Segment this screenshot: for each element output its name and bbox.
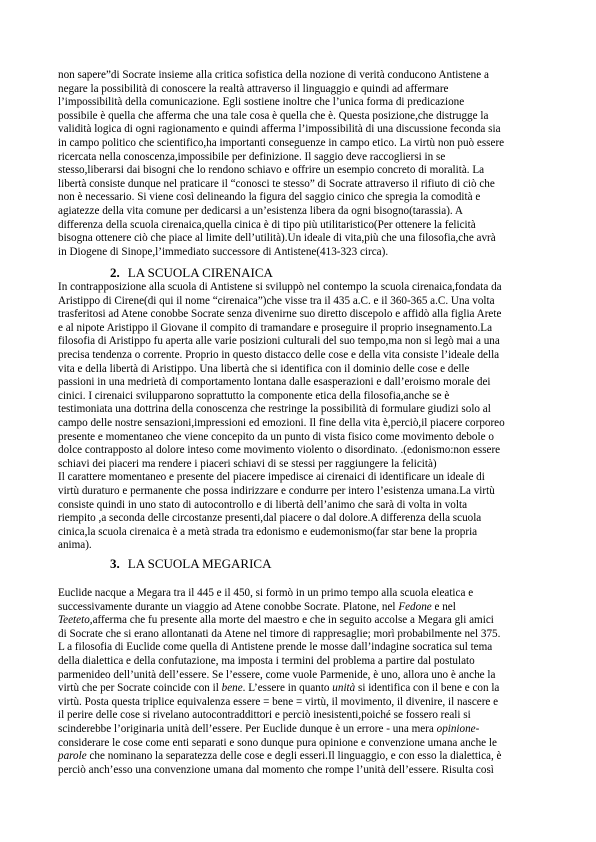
text-line: di Socrate che si erano allontanati da Atene nel timore di rappresaglie; morì probabilmente nel 375.	[58, 627, 501, 640]
text-line: anima).	[58, 539, 92, 552]
text-line: della dialettica e della confutazione, ma imposta i termini del problema a partire dal postulato	[58, 654, 475, 667]
emphasis-opinione: opinione	[436, 722, 476, 735]
text-line: in Diogene di Sinope,l’immediato successore di Antistene(413-323 circa).	[58, 245, 389, 258]
section-heading-cirenaica	[110, 265, 273, 281]
text-line	[58, 723, 544, 737]
text-line: stesso,liberarsi dai bisogni che lo rendono schiavo e offrire un esempio concreto di moralità. La	[58, 164, 485, 177]
text-run: e nel	[431, 600, 456, 613]
text-line: Euclide nacque a Megara tra il 445 e il 450, si formò in un primo tempo alla scuola eleatica e	[58, 587, 474, 599]
text-line: virtù. Posta questa triplice equivalenza essere = bene = virtù, il movimento, il divenire, il nascere e	[58, 695, 499, 708]
text-line: bisogna ottenere ciò che piace al limite dell’utilità).Un ideale di vita,più che una filosofia,che avrà	[58, 232, 496, 245]
work-title-teeteto: Teeteto	[58, 614, 90, 627]
section-number: 3.	[110, 556, 120, 571]
text-line: libertà consiste dunque nel praticare il “conosci te stesso” di Socrate attraverso il rifiuto di ciò che	[58, 177, 495, 190]
paragraph-cirenaica	[58, 281, 544, 553]
text-line: non è necessario. Si viene così delineando la figura del saggio cinico che spregia la comodità e	[58, 191, 481, 204]
text-run: . L’essere in quanto	[242, 682, 333, 695]
emphasis-bene: bene	[221, 682, 243, 695]
text-line: possibile è quella che afferma che una tale cosa è quella che è. Questa posizione,che distrugge la	[58, 109, 489, 122]
text-run: scinderebbe l’originaria unità dell’essere. Per Euclide dunque è un errore - una mera	[58, 722, 437, 735]
emphasis-parole: parole	[58, 750, 87, 763]
text-run: che nominano la separatezza delle cose e degli esseri.Il linguaggio, e con esso la dialettica, è	[86, 750, 502, 763]
text-line: precisa tendenza o corrente. Proprio in questo distacco delle cose e della vita consiste l’ideale della	[58, 348, 500, 361]
text-line: presente e momentaneo che viene concepito da un punto di vista fisico come movimento debole o	[58, 430, 494, 443]
text-run: ,afferma che fu presente alla morte del maestro e che in seguito accolse a Megara gli amici	[89, 614, 494, 627]
text-line: ricercata nella conoscenza,impossibile per definizione. Il saggio deve raccogliersi in se	[58, 150, 446, 163]
section-number: 2.	[110, 265, 120, 280]
paragraph-megarica	[58, 587, 544, 777]
text-line	[58, 682, 544, 696]
text-line: considerare le cose come enti separati e sono dunque pura opinione e convenzione umana anche le	[58, 736, 497, 749]
text-run: si identifica con il bene e con la	[355, 682, 500, 695]
text-line: dolce contrapposto al dolore inteso come movimento violento o disordinato. .(edonismo:non essere	[58, 444, 501, 457]
text-line: testimoniata una dottrina della conoscenza che restringe la possibilità di formulare giudizi solo al	[58, 403, 491, 416]
text-line: schiavi dei piaceri ma rendere i piaceri schiavi di se stessi per raggiungere la felicità)	[58, 457, 437, 470]
text-line: parmenideo dell’unità dell’essere. Se l’essere, come vuole Parmenide, è uno, allora uno è anche la	[58, 668, 496, 681]
text-run: successivamente durante un viaggio ad Atene conobbe Socrate. Platone, nel	[58, 600, 399, 613]
text-line: cinici. I cirenaici svilupparono soprattutto la componente etica della filosofia,anche se è	[58, 389, 450, 402]
text-line: differenza della scuola cirenaica,quella cinica è di tipo più utilitaristico(Per ottenere la felicità	[58, 218, 476, 231]
text-line	[58, 750, 544, 764]
section-title: LA SCUOLA MEGARICA	[127, 556, 272, 571]
text-line: trasferitosi ad Atene conobbe Socrate senza divenirne suo diretto discepolo e affidò alla figlia Arete	[58, 308, 502, 321]
text-run: virtù che per Socrate coincide con il	[58, 682, 222, 695]
text-line: campo delle nostre sensazioni,impressioni ed emozioni. Il fine della vita è,perciò,il piacere corporeo	[58, 416, 505, 429]
emphasis-unita: unità	[332, 682, 356, 695]
paragraph-cinici	[58, 69, 544, 259]
text-line: passioni in una medrietà di comportamento lontana dalle esasperazioni e dall’eroismo morale dei	[58, 376, 491, 389]
section-heading-megarica	[110, 556, 272, 572]
section-title: LA SCUOLA CIRENAICA	[127, 265, 273, 280]
text-line: Il carattere momentaneo e presente del piacere impedisce ai cirenaici di identificare un ideale di	[58, 471, 485, 484]
text-line: riempito ,a seconda delle circostanze presenti,dal piacere o dal dolore.A differenza della scuola	[58, 512, 482, 525]
text-line: cinica,la scuola cirenaica è a metà strada tra edonismo e eudemonismo(far star bene la propria	[58, 525, 478, 538]
text-line: e al nipote Aristippo il Giovane il compito di tramandare e proseguire il proprio insegnamento.La	[58, 321, 493, 334]
text-line: consiste quindi in uno stato di autocontrollo e di libertà dell’animo che sarà di volta in volta	[58, 498, 468, 511]
text-line	[58, 614, 544, 628]
text-line: non sapere”di Socrate insieme alla critica sofistica della nozione di verità conducono Antistene a	[58, 69, 489, 81]
text-line: L a filosofia di Euclide come quella di Antistene prende le mosse dall’indagine socratica sul tema	[58, 641, 493, 654]
text-line: l’impossibilità della comunicazione. Egli sostiene inoltre che l’unica forma di predicazione	[58, 96, 465, 109]
text-line: in campo politico che scientifico,ha importanti conseguenze in campo etico. La virtù non può essere	[58, 136, 505, 149]
text-line: agiatezze della vita comune per dedicarsi a un’esistenza libera da ogni bisogno(tarassia). A	[58, 204, 463, 217]
text-line: In contrapposizione alla scuola di Antistene si sviluppò nel contempo la scuola cirenaica,fondata da	[58, 281, 502, 293]
text-line: validità logica di ogni ragionamento e quindi afferma l’impossibilità di una discussione feconda sia	[58, 123, 501, 136]
text-line: negare la possibilità di conoscere la realtà attraverso il linguaggio e quindi ad affermare	[58, 82, 449, 95]
text-line: il perire delle cose si rivelano autocontraddittori e perciò inesistenti,poiché se fossero reali si	[58, 709, 471, 722]
text-run: -	[475, 722, 480, 735]
text-line: vita e della libertà di Aristippo. Una libertà che si identifica con il dominio delle cose e delle	[58, 362, 470, 375]
text-line: Aristippo di Cirene(di qui il nome “cirenaica”)che visse tra il 435 a.C. e il 360-365 a.C. Una volta	[58, 294, 495, 307]
work-title-fedone: Fedone	[398, 600, 432, 613]
text-line	[58, 601, 544, 615]
text-line: virtù duraturo e permanente che possa indirizzare e condurre per intero l’esistenza umana.La virtù	[58, 484, 495, 497]
text-line: perciò anch’esso una convenzione umana dal momento che rompe l’unità dell’essere. Risulta così	[58, 763, 494, 776]
text-line: filosofia di Aristippo fu aperta alle varie posizioni culturali del suo tempo,ma non si legò mai a una	[58, 335, 500, 348]
